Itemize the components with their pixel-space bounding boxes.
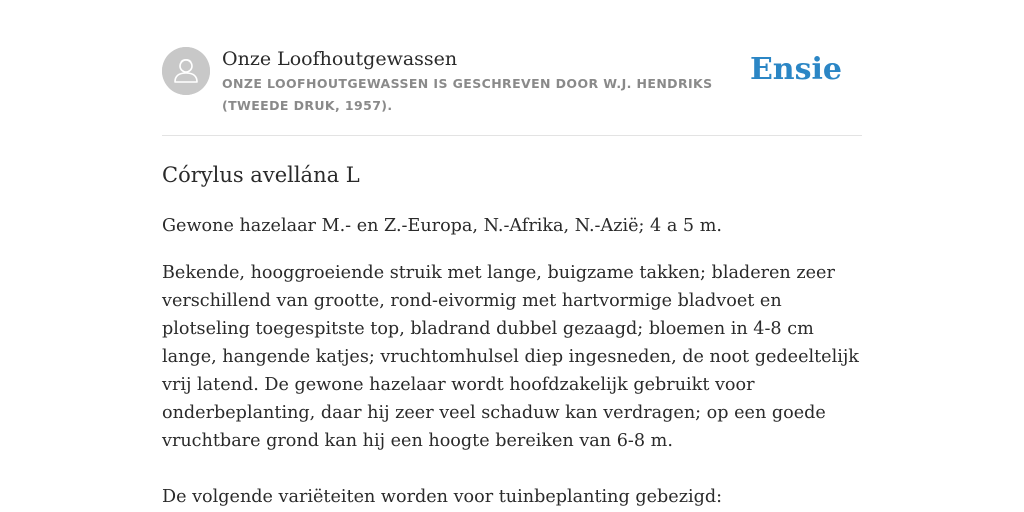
header-divider [162,135,862,136]
user-icon [162,47,210,95]
entry-paragraph: Gewone hazelaar M.- en Z.-Europa, N.-Afrika, N.-Azië; 4 a 5 m. [162,216,722,236]
entry-paragraph: De volgende variëteiten worden voor tuinbeplanting gebezigd: [162,487,723,507]
book-title[interactable]: Onze Loofhoutgewassen [222,48,458,70]
entry-title: Córylus avellána L [162,163,360,187]
book-subtitle: ONZE LOOFHOUTGEWASSEN IS GESCHREVEN DOOR W.J. HENDRIKS (TWEEDE DRUK, 1957). [222,76,713,113]
source-header [162,47,862,135]
brand-logo[interactable]: Ensie [749,52,842,87]
entry-paragraph: Bekende, hooggroeiende struik met lange, buigzame takken; bladeren zeer verschillend van grootte, rond-eivormig met hartvormige bladvoet en plotseling toegespitste top, bladrand dubbel gezaagd; bloemen in 4-8 cm lange, hangende katjes; vruchtomhulsel diep ingesneden, de noot gedeeltelijk vrij latend. De gewone hazelaar wordt hoofdzakelijk gebruikt voor onderbeplanting, daar hij zeer veel schaduw kan verdragen; op een goede vruchtbare grond kan hij een hoogte bereiken van 6-8 m. [162,263,859,451]
entry-content [162,160,862,511]
avatar[interactable] [162,47,210,95]
